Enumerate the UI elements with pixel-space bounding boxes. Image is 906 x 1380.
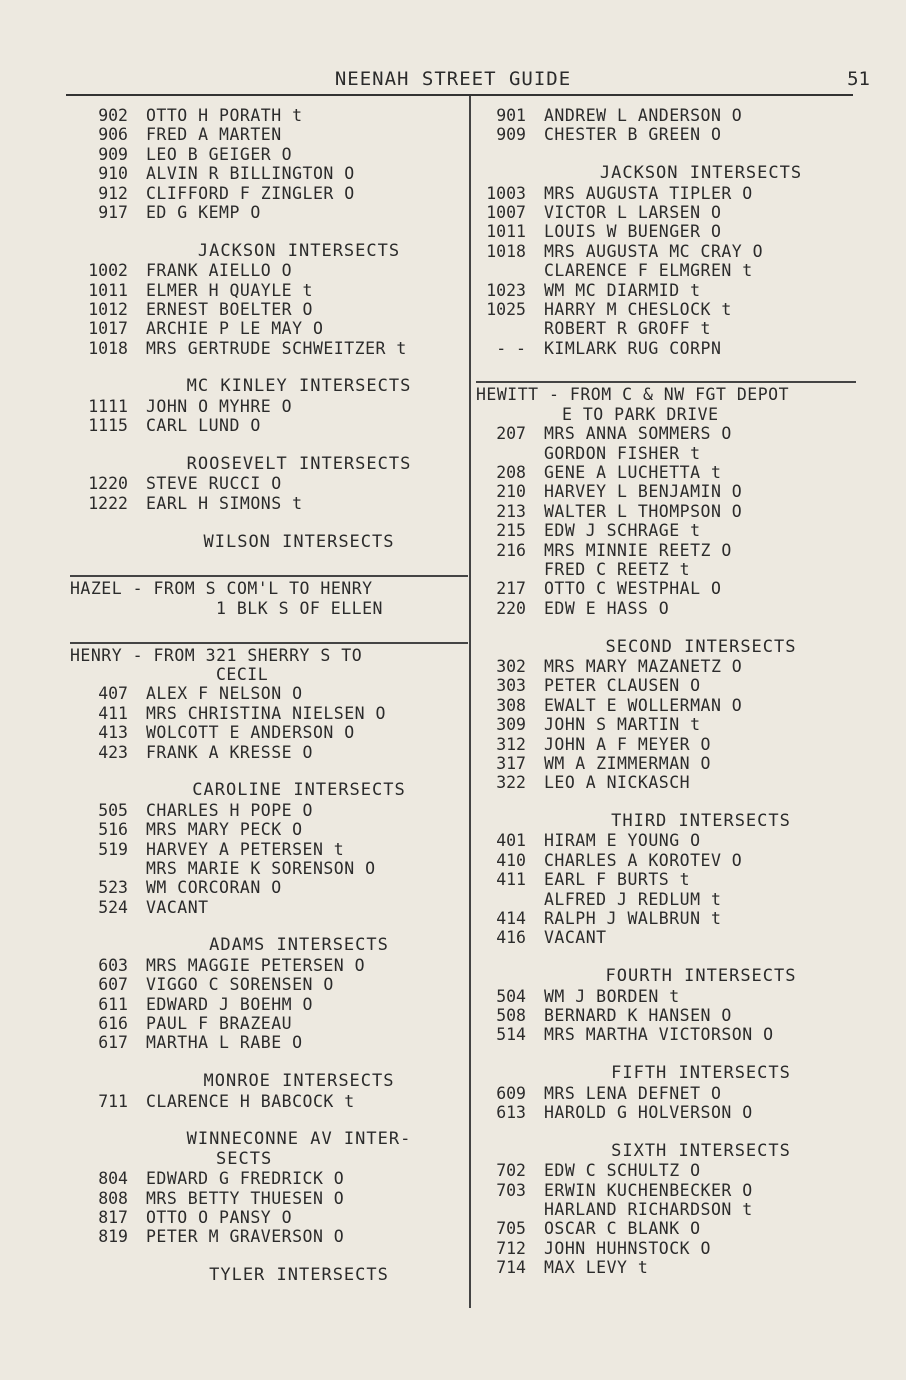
left-column xyxy=(70,106,468,1286)
resident-name: LOUIS W BUENGER O xyxy=(544,222,722,242)
directory-entry xyxy=(70,956,468,975)
intersection-heading: THIRD INTERSECTS xyxy=(611,811,791,832)
house-number: 407 xyxy=(98,684,128,704)
house-number: 1115 xyxy=(88,416,128,436)
resident-name: MRS AUGUSTA MC CRAY O xyxy=(544,241,764,261)
directory-entry xyxy=(476,696,856,715)
resident-name: WOLCOTT E ANDERSON O xyxy=(146,723,355,743)
blank-line xyxy=(476,145,856,164)
house-number: 1222 xyxy=(88,493,128,513)
resident-name: ED G KEMP O xyxy=(146,202,261,222)
intersection-heading: SECTS xyxy=(216,1148,273,1169)
directory-entry xyxy=(476,261,856,280)
directory-entry xyxy=(476,1161,856,1180)
intersection-heading: SECOND INTERSECTS xyxy=(605,636,797,657)
resident-name: EDW E HASS O xyxy=(544,598,670,618)
resident-name: PETER M GRAVERSON O xyxy=(146,1227,345,1247)
intersection-heading: ADAMS INTERSECTS xyxy=(209,935,389,956)
blank-line xyxy=(70,552,468,571)
resident-name: WM J BORDEN t xyxy=(544,986,680,1006)
house-number: 309 xyxy=(496,715,526,735)
resident-name: WM MC DIARMID t xyxy=(544,280,701,300)
resident-name: CHARLES A KOROTEV O xyxy=(544,850,743,870)
resident-name: MRS CHRISTINA NIELSEN O xyxy=(146,703,386,723)
house-number: 1018 xyxy=(486,241,526,261)
resident-name: CLARENCE F ELMGREN t xyxy=(544,261,753,281)
resident-name: MARTHA L RABE O xyxy=(146,1033,303,1053)
house-number: 312 xyxy=(496,734,526,754)
blank-line xyxy=(70,513,468,532)
house-number: 504 xyxy=(496,986,526,1006)
house-number: 207 xyxy=(496,424,526,444)
intersection-heading: FIFTH INTERSECTS xyxy=(611,1063,791,1084)
house-number: 906 xyxy=(98,125,128,145)
resident-name: ELMER H QUAYLE t xyxy=(146,280,313,300)
house-number: 1111 xyxy=(88,396,128,416)
house-number: 423 xyxy=(98,742,128,762)
resident-name: FRED C REETZ t xyxy=(544,560,691,580)
resident-name: MAX LEVY t xyxy=(544,1258,649,1278)
resident-name: ANDREW L ANDERSON O xyxy=(544,106,743,125)
resident-name: EARL F BURTS t xyxy=(544,870,691,890)
right-column xyxy=(476,106,856,1277)
directory-entry xyxy=(70,397,468,416)
directory-entry xyxy=(70,1227,468,1246)
directory-entry xyxy=(476,463,856,482)
directory-entry xyxy=(70,704,468,723)
house-number: 413 xyxy=(98,723,128,743)
resident-name: FRANK A KRESSE O xyxy=(146,742,313,762)
directory-entry xyxy=(70,743,468,762)
directory-entry xyxy=(70,975,468,994)
directory-entry xyxy=(476,319,856,338)
directory-entry xyxy=(476,1084,856,1103)
directory-entry xyxy=(476,1219,856,1238)
resident-name: VACANT xyxy=(544,928,607,948)
intersection-heading: WINNECONNE AV INTER- xyxy=(186,1129,412,1150)
resident-name: OTTO H PORATH t xyxy=(146,106,303,125)
house-number: 217 xyxy=(496,579,526,599)
directory-entry xyxy=(476,106,856,125)
house-number: 516 xyxy=(98,820,128,840)
house-number: 1002 xyxy=(88,261,128,281)
house-number: 215 xyxy=(496,521,526,541)
house-number: 317 xyxy=(496,753,526,773)
page-title: NEENAH STREET GUIDE xyxy=(334,68,572,90)
directory-entry xyxy=(476,281,856,300)
blank-line xyxy=(70,762,468,781)
house-number: 210 xyxy=(496,482,526,502)
resident-name: WALTER L THOMPSON O xyxy=(544,501,743,521)
house-number: 1025 xyxy=(486,299,526,319)
house-number: 616 xyxy=(98,1014,128,1034)
blank-line xyxy=(70,1111,468,1130)
directory-entry xyxy=(476,1258,856,1277)
resident-name: RALPH J WALBRUN t xyxy=(544,909,722,929)
resident-name: MRS MARIE K SORENSON O xyxy=(146,858,376,878)
house-number: 508 xyxy=(496,1006,526,1025)
directory-entry xyxy=(476,715,856,734)
directory-entry xyxy=(476,1181,856,1200)
directory-entry xyxy=(70,164,468,183)
resident-name: HAROLD G HOLVERSON O xyxy=(544,1102,753,1122)
house-number: 808 xyxy=(98,1188,128,1208)
house-number: 524 xyxy=(98,897,128,917)
house-number: 208 xyxy=(496,463,526,483)
house-number: 609 xyxy=(496,1083,526,1103)
blank-line xyxy=(70,917,468,936)
resident-name: MRS MINNIE REETZ O xyxy=(544,540,732,560)
house-number: 909 xyxy=(98,144,128,164)
resident-name: VACANT xyxy=(146,897,209,917)
directory-entry xyxy=(70,878,468,897)
resident-name: GENE A LUCHETTA t xyxy=(544,463,722,483)
resident-name: HARVEY A PETERSEN t xyxy=(146,839,345,859)
directory-entry xyxy=(476,599,856,618)
house-number: 607 xyxy=(98,975,128,995)
blank-line xyxy=(70,222,468,241)
resident-name: JOHN A F MEYER O xyxy=(544,734,711,754)
house-number: 523 xyxy=(98,878,128,898)
directory-entry xyxy=(70,145,468,164)
house-number: 817 xyxy=(98,1207,128,1227)
resident-name: WM A ZIMMERMAN O xyxy=(544,753,711,773)
resident-name: ARCHIE P LE MAY O xyxy=(146,319,324,339)
house-number: 917 xyxy=(98,202,128,222)
resident-name: VIGGO C SORENSEN O xyxy=(146,975,334,995)
house-number: 1017 xyxy=(88,319,128,339)
directory-entry xyxy=(70,184,468,203)
resident-name: CARL LUND O xyxy=(146,416,261,436)
directory-entry xyxy=(476,1103,856,1122)
house-number: 611 xyxy=(98,994,128,1014)
house-number: 819 xyxy=(98,1227,128,1247)
house-number: 712 xyxy=(496,1238,526,1258)
street-heading-continued: E TO PARK DRIVE xyxy=(562,404,719,424)
directory-entry xyxy=(476,502,856,521)
directory-entry xyxy=(476,184,856,203)
directory-entry xyxy=(70,1033,468,1052)
blank-line xyxy=(70,618,468,637)
intersection-heading: WILSON INTERSECTS xyxy=(203,531,395,552)
house-number: 901 xyxy=(496,106,526,125)
resident-name: KIMLARK RUG CORPN xyxy=(544,338,722,358)
blank-line xyxy=(70,1053,468,1072)
directory-entry xyxy=(70,106,468,125)
directory-entry xyxy=(70,474,468,493)
directory-entry xyxy=(70,281,468,300)
house-number: 302 xyxy=(496,656,526,676)
resident-name: OSCAR C BLANK O xyxy=(544,1219,701,1239)
directory-entry xyxy=(476,657,856,676)
resident-name: OTTO C WESTPHAL O xyxy=(544,579,722,599)
directory-entry xyxy=(476,1006,856,1025)
directory-entry xyxy=(70,898,468,917)
blank-line xyxy=(476,618,856,637)
directory-entry xyxy=(70,820,468,839)
resident-name: JOHN S MARTIN t xyxy=(544,715,701,735)
house-number: 705 xyxy=(496,1219,526,1239)
blank-line xyxy=(476,1122,856,1141)
resident-name: MRS MAGGIE PETERSEN O xyxy=(146,955,366,975)
resident-name: MRS MARY PECK O xyxy=(146,820,303,840)
directory-entry xyxy=(476,424,856,443)
blank-line xyxy=(476,1045,856,1064)
resident-name: OTTO O PANSY O xyxy=(146,1207,293,1227)
directory-entry xyxy=(70,494,468,513)
house-number: 702 xyxy=(496,1161,526,1181)
street-heading: HENRY - FROM 321 SHERRY S TO xyxy=(70,645,363,665)
resident-name: MRS MARTHA VICTORSON O xyxy=(544,1025,774,1045)
resident-name: HARLAND RICHARDSON t xyxy=(544,1199,753,1219)
directory-entry xyxy=(476,928,856,947)
house-number: 414 xyxy=(496,909,526,929)
house-number: 303 xyxy=(496,676,526,696)
resident-name: EDW C SCHULTZ O xyxy=(544,1161,701,1181)
directory-entry xyxy=(70,416,468,435)
directory-entry xyxy=(70,723,468,742)
directory-entry xyxy=(476,222,856,241)
house-number: 410 xyxy=(496,850,526,870)
directory-entry xyxy=(70,1092,468,1111)
resident-name: CHESTER B GREEN O xyxy=(544,125,722,145)
directory-entry xyxy=(476,754,856,773)
directory-entry xyxy=(476,125,856,144)
house-number: 603 xyxy=(98,955,128,975)
intersection-heading: JACKSON INTERSECTS xyxy=(599,163,803,184)
intersection-heading: JACKSON INTERSECTS xyxy=(197,240,401,261)
directory-entry xyxy=(476,676,856,695)
resident-name: WM CORCORAN O xyxy=(146,878,282,898)
house-number: 308 xyxy=(496,695,526,715)
house-number: 216 xyxy=(496,540,526,560)
directory-entry xyxy=(70,1014,468,1033)
directory-entry xyxy=(476,1025,856,1044)
blank-line xyxy=(70,1247,468,1266)
directory-entry xyxy=(476,300,856,319)
directory-entry xyxy=(70,1189,468,1208)
directory-entry xyxy=(476,242,856,261)
directory-entry xyxy=(70,801,468,820)
house-number: - - xyxy=(496,338,526,358)
directory-entry xyxy=(476,339,856,358)
directory-entry xyxy=(476,870,856,889)
directory-entry xyxy=(476,831,856,850)
house-number: 1003 xyxy=(486,183,526,203)
section-divider xyxy=(476,381,856,383)
directory-entry xyxy=(476,482,856,501)
resident-name: HIRAM E YOUNG O xyxy=(544,831,701,851)
house-number: 519 xyxy=(98,839,128,859)
header-rule xyxy=(66,94,853,96)
directory-entry xyxy=(476,1239,856,1258)
directory-entry xyxy=(70,300,468,319)
house-number: 322 xyxy=(496,773,526,793)
resident-name: MRS BETTY THUESEN O xyxy=(146,1188,345,1208)
directory-entry xyxy=(70,125,468,144)
resident-name: LEO B GEIGER O xyxy=(146,144,293,164)
resident-name: FRANK AIELLO O xyxy=(146,261,293,281)
directory-entry xyxy=(70,261,468,280)
resident-name: BERNARD K HANSEN O xyxy=(544,1006,732,1025)
directory-entry xyxy=(476,560,856,579)
resident-name: MRS LENA DEFNET O xyxy=(544,1083,722,1103)
resident-name: EDW J SCHRAGE t xyxy=(544,521,701,541)
house-number: 220 xyxy=(496,598,526,618)
house-number: 613 xyxy=(496,1102,526,1122)
house-number: 909 xyxy=(496,125,526,145)
section-divider xyxy=(70,642,468,644)
resident-name: MRS ANNA SOMMERS O xyxy=(544,424,732,444)
house-number: 902 xyxy=(98,106,128,125)
house-number: 1007 xyxy=(486,202,526,222)
directory-entry xyxy=(476,909,856,928)
directory-entry xyxy=(70,995,468,1014)
house-number: 213 xyxy=(496,501,526,521)
resident-name: MRS GERTRUDE SCHWEITZER t xyxy=(146,338,407,358)
house-number: 617 xyxy=(98,1033,128,1053)
intersection-heading: SIXTH INTERSECTS xyxy=(611,1140,791,1161)
blank-line xyxy=(70,436,468,455)
directory-entry xyxy=(476,521,856,540)
house-number: 804 xyxy=(98,1169,128,1189)
house-number: 910 xyxy=(98,164,128,184)
intersection-heading: FOURTH INTERSECTS xyxy=(605,966,797,987)
resident-name: PAUL F BRAZEAU xyxy=(146,1014,293,1034)
section-divider xyxy=(70,575,468,577)
house-number: 703 xyxy=(496,1180,526,1200)
resident-name: CLIFFORD F ZINGLER O xyxy=(146,183,355,203)
house-number xyxy=(476,319,544,338)
house-number xyxy=(476,444,544,463)
resident-name: ALFRED J REDLUM t xyxy=(544,889,722,909)
street-heading: HAZEL - FROM S COM'L TO HENRY xyxy=(70,579,373,599)
directory-entry xyxy=(70,1208,468,1227)
street-heading-continued: CECIL xyxy=(216,664,269,684)
page-number: 51 xyxy=(847,68,870,90)
directory-entry xyxy=(476,444,856,463)
directory-entry xyxy=(70,840,468,859)
street-heading-continued: 1 BLK S OF ELLEN xyxy=(216,598,383,618)
resident-name: EDWARD G FREDRICK O xyxy=(146,1169,345,1189)
house-number xyxy=(476,890,544,909)
resident-name: ROBERT R GROFF t xyxy=(544,319,711,339)
intersection-heading: ROOSEVELT INTERSECTS xyxy=(186,454,412,475)
directory-entry xyxy=(70,319,468,338)
resident-name: MRS MARY MAZANETZ O xyxy=(544,656,743,676)
intersection-heading: TYLER INTERSECTS xyxy=(209,1265,389,1286)
resident-name: EARL H SIMONS t xyxy=(146,493,303,513)
house-number: 1220 xyxy=(88,474,128,494)
house-number: 1018 xyxy=(88,338,128,358)
directory-entry xyxy=(70,859,468,878)
directory-entry xyxy=(476,987,856,1006)
resident-name: ALEX F NELSON O xyxy=(146,684,303,704)
resident-name: ERNEST BOELTER O xyxy=(146,299,313,319)
house-number: 411 xyxy=(496,870,526,890)
resident-name: ERWIN KUCHENBECKER O xyxy=(544,1180,753,1200)
intersection-heading: CAROLINE INTERSECTS xyxy=(192,780,406,801)
house-number xyxy=(476,560,544,579)
house-number: 1011 xyxy=(88,280,128,300)
directory-entry xyxy=(476,735,856,754)
directory-entry xyxy=(476,541,856,560)
directory-entry xyxy=(476,203,856,222)
directory-entry xyxy=(476,890,856,909)
intersection-heading: MONROE INTERSECTS xyxy=(203,1071,395,1092)
blank-line xyxy=(476,793,856,812)
resident-name: ALVIN R BILLINGTON O xyxy=(146,164,355,184)
directory-entry xyxy=(70,203,468,222)
resident-name: STEVE RUCCI O xyxy=(146,474,282,494)
resident-name: PETER CLAUSEN O xyxy=(544,676,701,696)
directory-entry xyxy=(70,1169,468,1188)
directory-entry xyxy=(476,851,856,870)
resident-name: JOHN O MYHRE O xyxy=(146,396,293,416)
resident-name: EWALT E WOLLERMAN O xyxy=(544,695,743,715)
directory-entry xyxy=(70,339,468,358)
house-number: 416 xyxy=(496,928,526,948)
resident-name: VICTOR L LARSEN O xyxy=(544,202,722,222)
resident-name: CLARENCE H BABCOCK t xyxy=(146,1091,355,1111)
resident-name: HARVEY L BENJAMIN O xyxy=(544,482,743,502)
blank-line xyxy=(70,358,468,377)
resident-name: HARRY M CHESLOCK t xyxy=(544,299,732,319)
house-number: 505 xyxy=(98,800,128,820)
house-number: 401 xyxy=(496,831,526,851)
directory-entry xyxy=(70,684,468,703)
resident-name: FRED A MARTEN xyxy=(146,125,282,145)
house-number xyxy=(476,261,544,280)
house-number: 514 xyxy=(496,1025,526,1045)
blank-line xyxy=(476,358,856,377)
directory-entry xyxy=(476,773,856,792)
column-divider xyxy=(469,96,471,1308)
resident-name: EDWARD J BOEHM O xyxy=(146,994,313,1014)
resident-name: GORDON FISHER t xyxy=(544,443,701,463)
directory-entry xyxy=(476,1200,856,1219)
intersection-heading: MC KINLEY INTERSECTS xyxy=(186,376,412,397)
resident-name: MRS AUGUSTA TIPLER O xyxy=(544,183,753,203)
blank-line xyxy=(476,948,856,967)
house-number: 1011 xyxy=(486,222,526,242)
house-number: 711 xyxy=(98,1091,128,1111)
house-number: 411 xyxy=(98,703,128,723)
house-number: 1023 xyxy=(486,280,526,300)
house-number: 912 xyxy=(98,183,128,203)
resident-name: CHARLES H POPE O xyxy=(146,800,313,820)
house-number: 714 xyxy=(496,1258,526,1278)
house-number xyxy=(476,1200,544,1219)
house-number: 1012 xyxy=(88,299,128,319)
resident-name: LEO A NICKASCH xyxy=(544,773,691,793)
resident-name: JOHN HUHNSTOCK O xyxy=(544,1238,711,1258)
street-heading: HEWITT - FROM C & NW FGT DEPOT xyxy=(476,385,790,405)
directory-entry xyxy=(476,579,856,598)
house-number xyxy=(70,859,146,878)
